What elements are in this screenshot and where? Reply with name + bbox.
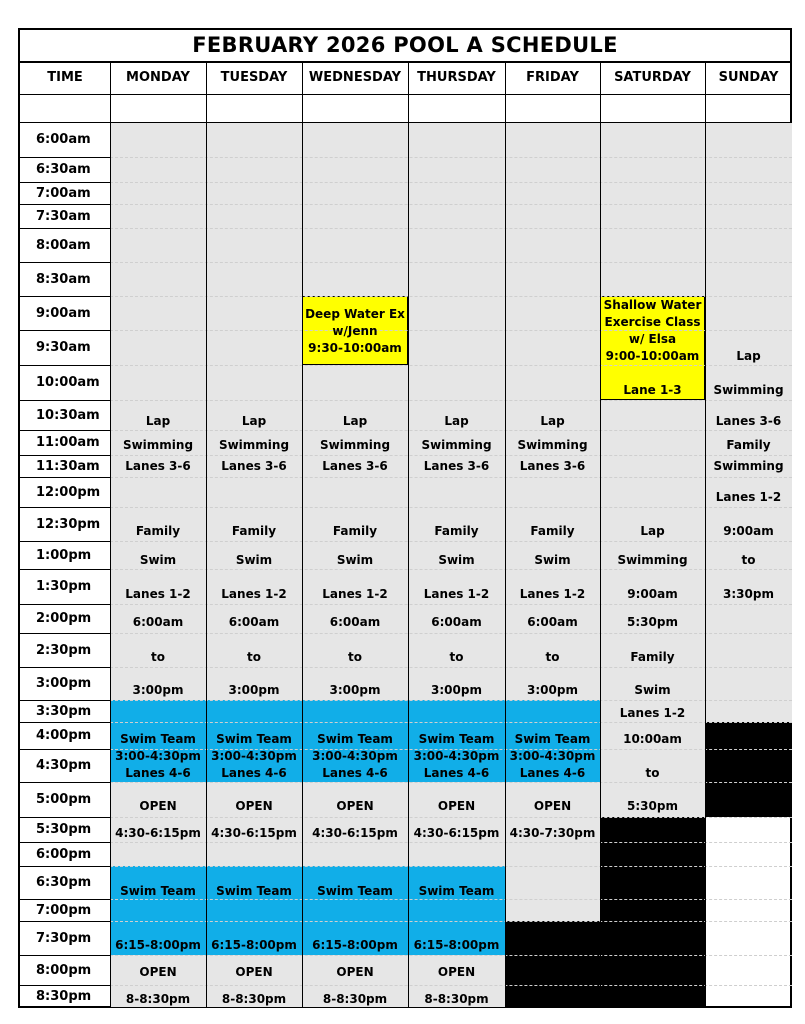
time-label: 9:30am bbox=[36, 340, 91, 355]
family-text: Family bbox=[231, 524, 277, 538]
sat-lap-text: 5:30pm bbox=[627, 615, 678, 629]
shallow-water-text: Exercise Class bbox=[604, 315, 701, 329]
sat-family-text: 10:00am bbox=[623, 732, 682, 746]
open-label: OPEN bbox=[533, 799, 572, 813]
swim-team-text: Swim Team bbox=[120, 732, 196, 746]
family-text: Swim bbox=[438, 553, 475, 567]
time-label: 7:30am bbox=[36, 208, 91, 224]
shallow-water-text: Lane 1-3 bbox=[623, 383, 682, 397]
header-friday: FRIDAY bbox=[526, 70, 579, 85]
time-label: 11:00am bbox=[36, 435, 100, 450]
open-block-4 bbox=[408, 782, 505, 866]
family-text: 6:00am bbox=[527, 615, 578, 629]
sat-family-text: Lanes 1-2 bbox=[619, 706, 686, 720]
time-label: 6:30am bbox=[36, 162, 91, 177]
header-time: TIME bbox=[47, 70, 83, 85]
swim-team-text: 3:00-4:30pm bbox=[413, 749, 500, 763]
row-dash bbox=[110, 842, 792, 843]
late-open-time: 8-8:30pm bbox=[322, 992, 388, 1006]
col-line bbox=[206, 61, 207, 1007]
late-open-label: OPEN bbox=[437, 965, 476, 979]
sun-lap-text: Lanes 3-6 bbox=[715, 414, 782, 428]
col-line bbox=[705, 61, 706, 1007]
swim-team-text: Lanes 4-6 bbox=[519, 766, 586, 780]
lap-text: Swimming bbox=[122, 438, 194, 452]
time-label: 6:00am bbox=[36, 132, 91, 147]
row-dash bbox=[110, 204, 792, 205]
open-time: 4:30-7:30pm bbox=[509, 826, 596, 840]
gray-under-yellow bbox=[302, 122, 408, 296]
swim-team-text: Lanes 4-6 bbox=[221, 766, 287, 780]
swim-team-eve-time: 6:15-8:00pm bbox=[413, 938, 500, 952]
sat-lap-text: Swimming bbox=[617, 553, 688, 567]
family-text: 3:00pm bbox=[527, 683, 578, 697]
open-time: 4:30-6:15pm bbox=[211, 826, 297, 840]
time-label: 1:30pm bbox=[36, 579, 92, 594]
col-line bbox=[505, 61, 506, 1007]
sat-closed bbox=[600, 817, 705, 1007]
swim-team-text: Swim Team bbox=[317, 732, 393, 746]
family-text: Family bbox=[434, 524, 479, 538]
swim-team-text: Swim Team bbox=[514, 732, 591, 746]
row-dash bbox=[110, 430, 792, 431]
row-dash bbox=[110, 985, 792, 986]
lap-text: Lanes 3-6 bbox=[125, 459, 191, 473]
open-block-2 bbox=[206, 782, 302, 866]
time-label: 10:30am bbox=[36, 407, 100, 423]
sat-family-text: Swim bbox=[634, 683, 671, 697]
swim-team-text: Swim Team bbox=[216, 732, 292, 746]
col-line bbox=[110, 61, 111, 1007]
lap-text: Swimming bbox=[421, 438, 492, 452]
row-dash bbox=[110, 157, 792, 158]
spacer-line bbox=[20, 122, 792, 123]
family-text: Lanes 1-2 bbox=[221, 587, 287, 601]
swim-team-eve-text: Swim Team bbox=[216, 884, 292, 898]
sun-family-text: 3:30pm bbox=[723, 587, 774, 601]
time-label: 8:00am bbox=[36, 237, 91, 253]
swim-team-eve-text: Swim Team bbox=[120, 884, 196, 898]
family-text: to bbox=[348, 650, 362, 664]
time-label: 8:00pm bbox=[36, 962, 92, 978]
time-label: 3:30pm bbox=[36, 703, 92, 719]
time-label: 10:00am bbox=[36, 375, 100, 390]
family-text: 3:00pm bbox=[132, 683, 184, 697]
time-label: 11:30am bbox=[36, 458, 100, 474]
swim-team-eve-time: 6:15-8:00pm bbox=[115, 938, 201, 952]
col-line bbox=[408, 61, 409, 1007]
family-text: 3:00pm bbox=[329, 683, 381, 697]
row-dash bbox=[110, 330, 792, 331]
family-text: 6:00am bbox=[431, 615, 482, 629]
row-dash bbox=[110, 782, 792, 783]
sat-gray-morning bbox=[600, 122, 705, 296]
family-text: Lanes 1-2 bbox=[322, 587, 388, 601]
sat-family-text: to bbox=[645, 766, 660, 780]
time-label: 5:00pm bbox=[36, 792, 92, 807]
family-text: Swim bbox=[336, 553, 374, 567]
time-label: 2:00pm bbox=[36, 611, 92, 626]
row-dash bbox=[110, 477, 792, 478]
time-row-line bbox=[20, 1007, 110, 1008]
row-dash bbox=[110, 955, 792, 956]
row-dash bbox=[110, 817, 792, 818]
time-label: 7:00pm bbox=[36, 902, 92, 918]
time-label: 6:00pm bbox=[36, 846, 92, 862]
row-dash bbox=[110, 182, 792, 183]
row-dash bbox=[110, 455, 792, 456]
open-label: OPEN bbox=[437, 799, 476, 813]
open-label: OPEN bbox=[235, 799, 273, 813]
open-label: OPEN bbox=[139, 799, 177, 813]
time-label: 4:00pm bbox=[36, 728, 92, 743]
fri-closed bbox=[505, 921, 600, 1007]
lap-text: Lanes 3-6 bbox=[519, 459, 586, 473]
col-line bbox=[302, 61, 303, 1007]
row-dash bbox=[110, 700, 792, 701]
time-label: 12:30pm bbox=[36, 516, 101, 532]
time-label: 3:00pm bbox=[36, 676, 92, 691]
header-tuesday: TUESDAY bbox=[220, 70, 288, 85]
shallow-water-text: Shallow Water bbox=[603, 298, 702, 312]
family-text: 6:00am bbox=[132, 615, 184, 629]
row-dash bbox=[110, 722, 792, 723]
row-dash bbox=[110, 541, 792, 542]
family-text: Lanes 1-2 bbox=[125, 587, 191, 601]
time-label: 7:30pm bbox=[36, 930, 92, 946]
sat-lap-text: 9:00am bbox=[627, 587, 678, 601]
header-saturday: SATURDAY bbox=[614, 70, 691, 85]
sun-family-text: Family bbox=[726, 438, 771, 452]
deep-water-text: Deep Water Ex bbox=[305, 307, 405, 321]
col-line bbox=[600, 61, 601, 1007]
sun-lap-text: Swimming bbox=[713, 383, 784, 397]
family-text: to bbox=[247, 650, 261, 664]
open-time: 4:30-6:15pm bbox=[413, 826, 500, 840]
family-text: Family bbox=[332, 524, 378, 538]
family-text: Lanes 1-2 bbox=[423, 587, 490, 601]
sun-lap-text: Lap bbox=[736, 349, 761, 363]
swim-team-text: 3:00-4:30pm bbox=[115, 749, 201, 763]
lap-text: Lap bbox=[342, 414, 368, 428]
lap-text: Swimming bbox=[218, 438, 290, 452]
open-time: 4:30-6:15pm bbox=[312, 826, 398, 840]
row-dash bbox=[110, 365, 792, 366]
row-dash bbox=[110, 400, 792, 401]
family-text: Swim bbox=[139, 553, 177, 567]
time-label: 6:30pm bbox=[36, 875, 92, 890]
deep-water-text: 9:30-10:00am bbox=[308, 341, 402, 355]
time-label: 12:00pm bbox=[36, 484, 101, 500]
shallow-water-text: 9:00-10:00am bbox=[605, 349, 700, 363]
open-block-3 bbox=[302, 782, 408, 866]
time-label: 8:30am bbox=[36, 271, 91, 287]
family-text: 3:00pm bbox=[431, 683, 482, 697]
late-open-time: 8-8:30pm bbox=[424, 992, 489, 1006]
row-dash bbox=[110, 262, 792, 263]
family-text: to bbox=[151, 650, 165, 664]
header-monday: MONDAY bbox=[126, 70, 190, 85]
sun-family-text: 9:00am bbox=[723, 524, 774, 538]
time-label: 7:00am bbox=[36, 185, 91, 201]
row-dash bbox=[110, 604, 792, 605]
sat-family-text: 5:30pm bbox=[627, 799, 678, 813]
family-text: Swim bbox=[534, 553, 571, 567]
header-line-top bbox=[20, 61, 792, 63]
deep-water-text: w/Jenn bbox=[332, 324, 378, 338]
time-label: 8:30pm bbox=[36, 988, 92, 1004]
late-open-label: OPEN bbox=[235, 965, 273, 979]
family-text: Lanes 1-2 bbox=[519, 587, 586, 601]
open-time: 4:30-6:15pm bbox=[115, 826, 201, 840]
lap-text: Lap bbox=[540, 414, 565, 428]
swim-team-eve-text: Swim Team bbox=[418, 884, 495, 898]
sat-gray-afternoon bbox=[600, 400, 705, 817]
schedule-title: FEBRUARY 2026 POOL A SCHEDULE bbox=[192, 32, 618, 57]
swim-team-text: Swim Team bbox=[418, 732, 495, 746]
header-sunday: SUNDAY bbox=[718, 70, 779, 85]
time-label: 1:00pm bbox=[36, 547, 92, 563]
late-open-label: OPEN bbox=[139, 965, 177, 979]
row-dash bbox=[110, 899, 792, 900]
row-dash bbox=[110, 667, 792, 668]
swim-team-text: 3:00-4:30pm bbox=[312, 749, 398, 763]
lap-text: Lanes 3-6 bbox=[322, 459, 388, 473]
family-text: 6:00am bbox=[329, 615, 381, 629]
late-open-label: OPEN bbox=[336, 965, 374, 979]
time-label: 9:00am bbox=[36, 305, 91, 321]
time-label: 4:30pm bbox=[36, 758, 92, 773]
swim-team-text: 3:00-4:30pm bbox=[509, 749, 596, 763]
row-dash bbox=[110, 507, 792, 508]
swim-team-eve-time: 6:15-8:00pm bbox=[312, 938, 398, 952]
lap-text: Lanes 3-6 bbox=[221, 459, 287, 473]
sat-family-text: Family bbox=[630, 650, 675, 664]
family-text: 6:00am bbox=[228, 615, 280, 629]
lap-text: Lanes 3-6 bbox=[423, 459, 490, 473]
lap-text: Lap bbox=[444, 414, 469, 428]
row-dash bbox=[110, 569, 792, 570]
swim-team-text: 3:00-4:30pm bbox=[211, 749, 297, 763]
sun-closed bbox=[705, 722, 792, 817]
shallow-water-text: w/ Elsa bbox=[628, 332, 677, 346]
swim-team-eve-time: 6:15-8:00pm bbox=[211, 938, 297, 952]
header-line-bottom bbox=[20, 94, 792, 95]
open-label: OPEN bbox=[336, 799, 374, 813]
time-label: 2:30pm bbox=[36, 642, 92, 658]
swim-team-eve-text: Swim Team bbox=[317, 884, 393, 898]
sun-family-text: Swimming bbox=[713, 459, 784, 473]
sun-family-text: Lanes 1-2 bbox=[715, 490, 782, 504]
swim-team-text: Lanes 4-6 bbox=[125, 766, 191, 780]
sun-family-text: to bbox=[741, 553, 756, 567]
family-text: Swim bbox=[235, 553, 273, 567]
open-block-1 bbox=[110, 782, 206, 866]
lap-text: Lap bbox=[241, 414, 267, 428]
row-dash bbox=[110, 633, 792, 634]
swim-team-text: Lanes 4-6 bbox=[423, 766, 490, 780]
header-thursday: THURSDAY bbox=[417, 70, 496, 85]
family-text: Family bbox=[530, 524, 575, 538]
time-label: 5:30pm bbox=[36, 822, 92, 837]
late-open-time: 8-8:30pm bbox=[221, 992, 287, 1006]
family-text: 3:00pm bbox=[228, 683, 280, 697]
row-dash bbox=[110, 228, 792, 229]
lap-text: Lap bbox=[145, 414, 171, 428]
family-text: to bbox=[449, 650, 464, 664]
lap-text: Swimming bbox=[517, 438, 588, 452]
row-dash bbox=[110, 866, 792, 867]
late-open-time: 8-8:30pm bbox=[125, 992, 191, 1006]
swim-team-text: Lanes 4-6 bbox=[322, 766, 388, 780]
family-text: to bbox=[545, 650, 560, 664]
family-text: Family bbox=[135, 524, 181, 538]
header-wednesday: WEDNESDAY bbox=[308, 70, 402, 85]
lap-text: Swimming bbox=[319, 438, 391, 452]
sat-lap-text: Lap bbox=[640, 524, 665, 538]
row-dash bbox=[110, 921, 792, 922]
